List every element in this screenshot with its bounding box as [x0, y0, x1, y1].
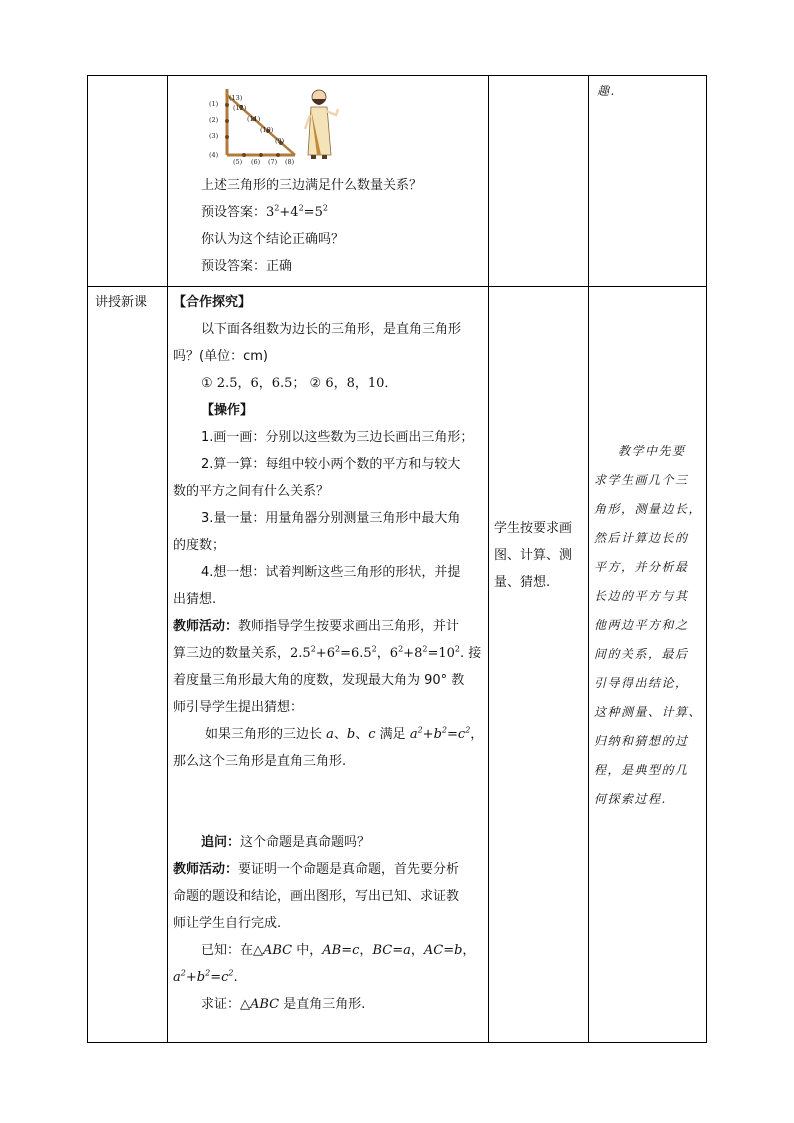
operation-step-1: 1.画一画：分别以这些数为三边长画出三角形；	[201, 430, 474, 445]
teacher-activity: 教师活动：教师指导学生按要求画出三角形，并计	[173, 619, 460, 634]
left-knot-label: (1)	[209, 100, 219, 108]
intro-line: 吗？(单位：cm)	[173, 349, 268, 364]
comment-line: 何探索过程.	[594, 792, 667, 806]
bottom-knot-label: (8)	[285, 158, 295, 166]
teacher-activity-equations: 算三边的数量关系，$2.5^2+6^2=6.5^2$，$6^2+8^2=10^2$. 接	[173, 644, 482, 661]
warmup-answer-2: 预设答案：正确	[201, 259, 293, 274]
hyp-knot-label: (10)	[260, 126, 274, 134]
operation-step-2-cont: 数的平方之间有什么关系？	[173, 484, 330, 499]
follow-up-question: 追问：这个命题是真命题吗？	[201, 835, 371, 850]
comment-line: 引导得出结论，	[594, 676, 689, 690]
bottom-knot-label: (6)	[251, 158, 261, 166]
column-divider-1	[167, 75, 168, 1043]
left-knot-label: (3)	[209, 132, 219, 140]
hyp-knot-label: (11)	[247, 115, 261, 123]
comment-line: 这种测量、计算、	[594, 705, 703, 719]
section-label: 讲授新课	[95, 295, 148, 310]
cooperative-heading: 【合作探究】	[173, 295, 252, 310]
comment-line: 长边的平方与其	[594, 589, 689, 603]
given-statement: 已知：在△ABC 中，AB=c，BC=a，AC=b，	[201, 943, 476, 958]
comment-line: 他两边平方和之	[594, 618, 689, 632]
bottom-knot-label: (5)	[233, 158, 243, 166]
warmup-text-cell	[201, 172, 486, 280]
operation-step-3: 3.量一量：用量角器分别测量三角形中最大角	[201, 511, 461, 526]
teacher-activity-2-line: 师让学生自行完成.	[173, 916, 282, 931]
left-knot-label: (2)	[209, 116, 219, 124]
operation-step-4: 4.想一想：试着判断这些三角形的形状，并提	[201, 565, 461, 580]
comment-line: 求学生画几个三	[594, 473, 689, 487]
student-activity-line: 量、猜想.	[494, 575, 551, 590]
table-left-border	[87, 75, 88, 1043]
comment-line: 归纳和猜想的过	[594, 734, 689, 748]
comment-line: 角形，测量边长，	[594, 502, 703, 516]
student-activity-cell	[494, 515, 586, 596]
rope-triangle-svg	[205, 85, 345, 170]
student-activity-line: 学生按要求画	[494, 521, 573, 536]
main-content-cell	[173, 289, 485, 1018]
rope-triangle-figure	[205, 85, 345, 170]
conjecture: 如果三角形的三边长 a、b、c 满足 $a^2+b^2=c^2$，	[205, 725, 484, 742]
bottom-knot-label: (7)	[268, 158, 278, 166]
operation-step-4-cont: 出猜想.	[173, 592, 217, 607]
teacher-activity-line: 师引导学生提出猜想：	[173, 700, 304, 715]
operation-step-2: 2.算一算：每组中较小两个数的平方和与较大	[201, 457, 461, 472]
comment-line: 程，是典型的几	[594, 763, 689, 777]
hyp-knot-label: (13)	[229, 94, 243, 102]
comment-line: 平方，并分析最	[594, 560, 689, 574]
teacher-activity-line: 着度量三角形最大角的度数，发现最大角为 90° 教	[173, 673, 465, 688]
student-activity-line: 图、计算、测	[494, 548, 573, 563]
prove-statement: 求证：△ABC 是直角三角形.	[201, 997, 366, 1012]
column-divider-3	[588, 75, 589, 1043]
number-groups: ① 2.5，6，6.5； ② 6，8，10．	[201, 376, 398, 391]
warmup-question-2: 你认为这个结论正确吗？	[201, 232, 345, 247]
column-divider-2	[488, 75, 489, 1043]
intro-line: 以下面各组数为边长的三角形，是直角三角形	[201, 322, 462, 337]
table-bottom-border	[87, 1042, 707, 1043]
ancient-figure-illustration	[305, 90, 338, 159]
warmup-answer-1: 预设答案：$3^2+4^2=5^2$	[201, 203, 328, 220]
blank-line	[173, 775, 485, 829]
left-knot-label: (4)	[209, 151, 219, 159]
row-divider	[87, 286, 707, 287]
table-top-border	[87, 75, 707, 76]
teacher-activity-2-line: 命题的题设和结论，画出图形，写出已知、求证教	[173, 889, 460, 904]
operation-step-3-cont: 的度数；	[173, 538, 226, 553]
warmup-question-1: 上述三角形的三边满足什么数量关系？	[201, 178, 423, 193]
operation-heading: 【操作】	[201, 403, 254, 418]
design-intent-cell	[594, 437, 704, 814]
table-right-border	[706, 75, 707, 1043]
comment-line: 然后计算边长的	[594, 531, 689, 545]
given-condition: $a^2+b^2=c^2$.	[173, 968, 238, 985]
conjecture-cont: 那么这个三角形是直角三角形.	[173, 754, 347, 769]
row1-comment: 趣.	[597, 84, 616, 98]
comment-line: 间的关系，最后	[594, 647, 689, 661]
hyp-knot-label: (12)	[233, 104, 247, 112]
teacher-activity-2: 教师活动：要证明一个命题是真命题，首先要分析	[173, 862, 460, 877]
comment-line: 教学中先要	[618, 444, 686, 458]
hyp-knot-label: (9)	[275, 137, 285, 145]
